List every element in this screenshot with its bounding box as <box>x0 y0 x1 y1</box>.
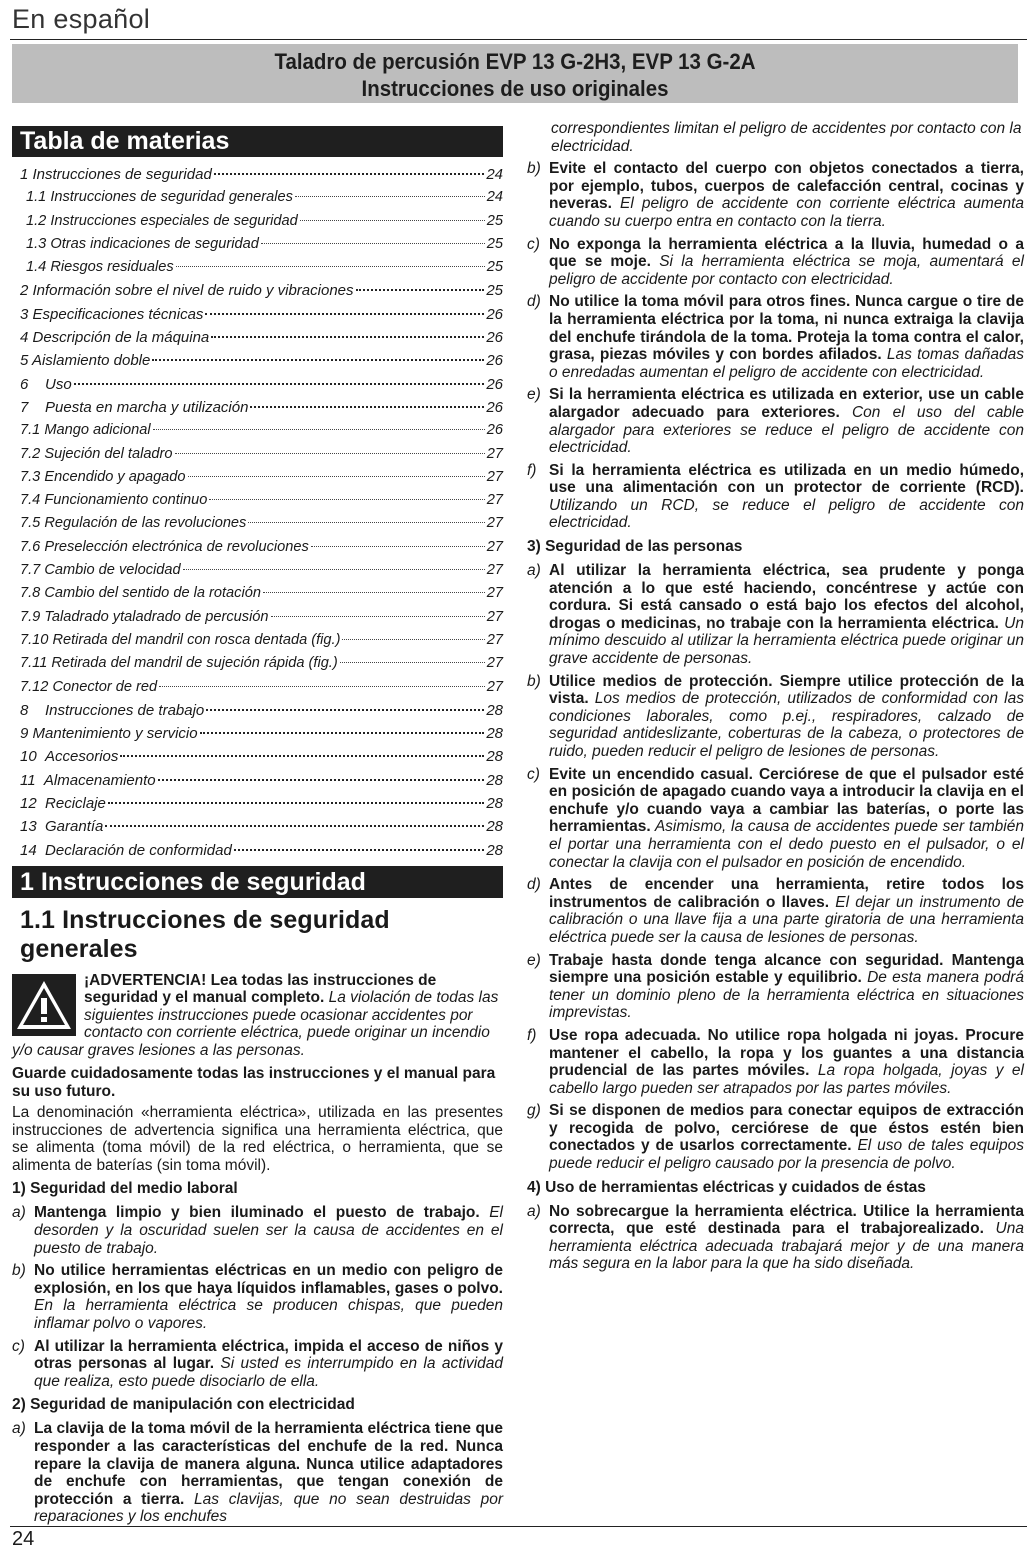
document-subtitle: Instrucciones de uso originales <box>361 76 669 101</box>
toc-leader-dots <box>342 639 484 640</box>
toc-entry-page: 27 <box>486 445 503 462</box>
item-body <box>34 1204 503 1257</box>
toc-entry-page: 27 <box>486 678 503 695</box>
item-body <box>34 1420 503 1526</box>
warning-italic-text: La violación de todas las siguientes instrucciones puede ocasionar accidentes por contacto con corriente eléctrica, puede originar un incendio y/o causar graves lesiones a las personas. <box>12 989 499 1059</box>
toc-entry-label: 7.11 Retirada del mandril de sujeción rápida (fig.) <box>20 655 338 672</box>
footer-divider <box>10 1526 1027 1527</box>
toc-entry-page: 25 <box>486 235 503 252</box>
item-bold-text: Evite el contacto del cuerpo con objetos conectados a tierra, por ejemplo, tubos, cuerpos de calefacción central, cocinas y neveras. <box>549 160 1024 213</box>
language-label: En español <box>12 4 151 34</box>
item-bold-text: Mantenga limpio y bien iluminado el puesto de trabajo. <box>34 1204 480 1222</box>
toc-entry <box>12 443 503 466</box>
toc-heading-bar <box>12 126 503 157</box>
header-divider <box>10 39 1027 40</box>
item-italic-text: Si la herramienta eléctrica se moja, aumentará el peligro de accidente por contacto con electricidad. <box>549 253 1024 288</box>
toc-entry-label: 7.2 Sujeción del taladro <box>20 445 173 462</box>
toc-entry-page: 28 <box>486 841 503 859</box>
toc-leader-dots <box>158 779 485 781</box>
toc-entry <box>12 349 503 372</box>
instruction-item <box>527 386 1024 456</box>
toc-entry-label: 7.1 Mango adicional <box>20 422 151 439</box>
item-letter: c) <box>12 1337 25 1355</box>
toc-entry-page: 27 <box>486 608 503 625</box>
toc-entry <box>12 582 503 605</box>
definition-paragraph: La denominación «herramienta eléctrica», utilizada en las presentes instrucciones de advertencia significa una herramienta eléctrica, que se alimenta (toma móvil) de la red eléctrica, o herramienta, que se alimenta de baterías (sin toma móvil). <box>12 1104 503 1174</box>
item-bold-text: No exponga la herramienta eléctrica a la lluvia, humedad o a que se moje. <box>549 235 1024 271</box>
group-2-title: 2) Seguridad de manipulación con electricidad <box>12 1396 355 1414</box>
item-body <box>549 293 1024 381</box>
toc-entry-page: 27 <box>486 538 503 555</box>
toc-entry-page: 27 <box>486 468 503 485</box>
item-letter: a) <box>527 562 541 580</box>
item-italic-text: Un mínimo descuido al utilizar la herramienta eléctrica puede originar un grave accidente de personas. <box>549 614 1024 668</box>
item-bold-text: No utilice la toma móvil para otros fines. Nunca cargue o tire de la herramienta eléctrica por la toma, ni nunca extraiga la clavija del enchufe tirándola de la toma. Proteja la toma contra el calor, grasa, piezas móviles y con bordes afilados. <box>549 293 1024 364</box>
toc-entry-label: 7 Puesta en marcha y utilización <box>20 398 249 416</box>
toc-leader-dots <box>356 289 485 291</box>
toc-entry-page: 27 <box>486 562 503 579</box>
toc-entry-label: 7.4 Funcionamiento continuo <box>20 492 208 509</box>
page-number: 24 <box>12 1528 35 1550</box>
item-letter: g) <box>527 1102 541 1120</box>
toc-entry-page: 27 <box>486 492 503 509</box>
item-letter: a) <box>12 1420 26 1438</box>
toc-leader-dots <box>105 825 484 827</box>
toc-leader-dots <box>200 732 485 734</box>
toc-entry-page: 28 <box>486 725 503 743</box>
toc-entry <box>12 279 503 302</box>
toc-entry-page: 27 <box>486 655 503 672</box>
instruction-item <box>527 236 1024 289</box>
toc-entry <box>12 256 503 279</box>
toc-entry <box>12 815 503 838</box>
group-2-items <box>12 1420 503 1526</box>
toc-entry-label: 13 Garantía <box>20 818 104 836</box>
toc-leader-dots <box>300 220 485 221</box>
toc-entry <box>12 326 503 349</box>
item-letter: b) <box>527 672 541 690</box>
toc-entry <box>12 419 503 442</box>
toc-entry-label: 2 Información sobre el nivel de ruido y vibraciones <box>20 282 354 300</box>
toc-entry-page: 28 <box>486 795 503 813</box>
toc-leader-dots <box>159 686 485 687</box>
toc-entry-label: 7.12 Conector de red <box>20 678 158 695</box>
item-body <box>549 462 1024 532</box>
group-4-title: 4) Uso de herramientas eléctricas y cuidados de éstas <box>527 1178 926 1196</box>
item-body <box>549 1203 1024 1273</box>
item-letter: b) <box>527 160 541 178</box>
toc-leader-dots <box>263 592 485 593</box>
item-italic-text: La ropa holgada, joyas y el cabello largo pueden ser atrapados por las partes móviles. <box>549 1062 1025 1097</box>
toc-entry-label: 9 Mantenimiento y servicio <box>20 725 198 743</box>
toc-entry <box>12 536 503 559</box>
group-1-items <box>12 1204 503 1390</box>
item-italic-text: Si usted es interrumpido en la actividad que realiza, esto puede disociarlo de ella. <box>34 1355 503 1390</box>
toc-entry-label: 5 Aislamiento doble <box>20 352 151 370</box>
toc-entry <box>12 233 503 256</box>
toc-entry <box>12 373 503 396</box>
toc-entry <box>12 163 503 186</box>
group-2-items-continued <box>527 160 1024 532</box>
toc-leader-dots <box>250 406 484 408</box>
instruction-item <box>12 1204 503 1257</box>
toc-entry-label: 7.10 Retirada del mandril con rosca dentada (fig.) <box>20 631 341 648</box>
item-bold-text: Evite un encendido casual. Cerciórese de que el pulsador esté en posición de apagado cuando vaya a introducir la clavija en el enchufe y/o cuando vaya a cambiar las baterías, o porte las herramientas. <box>549 765 1024 836</box>
toc-entry <box>12 769 503 792</box>
toc-heading: Tabla de materias <box>20 127 230 155</box>
instruction-item <box>527 462 1024 532</box>
document-title: Taladro de percusión EVP 13 G-2H3, EVP 13 G-2A <box>274 49 756 74</box>
toc-leader-dots <box>271 616 485 617</box>
item-italic-text: El peligro de accidente con corriente eléctrica aumenta cuando su cuerpo entra en contacto con la tierra. <box>549 195 1024 230</box>
toc-entry-page: 26 <box>486 398 503 416</box>
toc-entry-label: 3 Especificaciones técnicas <box>20 305 204 323</box>
toc-leader-dots <box>295 196 485 197</box>
item-letter: f) <box>527 1026 537 1044</box>
item-bold-text: Al utilizar la herramienta eléctrica, impida el acceso de niños y otras personas al lugar. <box>34 1337 503 1373</box>
toc-entry-page: 25 <box>486 259 503 276</box>
item-body <box>549 876 1024 946</box>
item-bold-text: Si la herramienta eléctrica es utilizada en un medio húmedo, use una alimentación con un protector de corriente (RCD). <box>549 461 1024 497</box>
item-body <box>34 1262 503 1332</box>
group-1-title: 1) Seguridad del medio laboral <box>12 1180 238 1198</box>
item-italic-text: Asimismo, la causa de accidentes puede ser también el portar una herramienta con el dedo puesto en el pulsador, o el conectar la clavija con el pulsador en posición de encendido. <box>549 818 1024 871</box>
group-3-title: 3) Seguridad de las personas <box>527 538 743 556</box>
item-bold-text: La clavija de la toma móvil de la herramienta eléctrica tiene que responder a las características del enchufe de la red. Nunca repare la clavija de manera alguna. Nunca utilice adaptadores de enchufe con herramientas, que tengan conexión de protección a tierra. <box>34 1420 503 1508</box>
toc-entry <box>12 559 503 582</box>
item-body <box>34 1338 503 1391</box>
warning-block <box>12 972 503 1060</box>
instruction-item <box>527 952 1024 1022</box>
instruction-item <box>527 1203 1024 1273</box>
item-bold-text: No utilice herramientas eléctricas en un medio con peligro de explosión, en los que haya líquidos inflamables, gases o polvo. <box>34 1262 503 1297</box>
item-italic-text: El uso de tales equipos puede reducir el peligro causado por la presencia de polvo. <box>549 1137 1024 1173</box>
toc-entry <box>12 489 503 512</box>
item-body <box>549 673 1024 761</box>
toc-entry-label: 1.2 Instrucciones especiales de seguridad <box>26 212 298 229</box>
item-letter: c) <box>527 235 540 253</box>
toc-entry <box>12 676 503 699</box>
item-letter: a) <box>527 1202 541 1220</box>
instruction-item <box>527 766 1024 872</box>
toc-entry-page: 28 <box>486 818 503 836</box>
item-italic-text: Con el uso del cable alargador para exteriores se reduce el peligro de accidente con electricidad. <box>549 403 1024 457</box>
toc-leader-dots <box>234 849 485 851</box>
item-italic-text: Los medios de protección, utilizados de conformidad con las condiciones laborales, como p.ej., respiradores, calzado de seguridad antideslizante, coberturas de la cabeza, o protectores de ruido, pueden reducir el peligro de lesiones de personas. <box>549 690 1024 760</box>
toc-entry <box>12 396 503 419</box>
toc-leader-dots <box>214 173 485 175</box>
item-italic-text: El dejar un instrumento de calibración o una llave fija a una parte giratoria de una herramienta eléctrica puede ser la causa de lesiones de personas. <box>549 893 1024 946</box>
toc-entry-page: 27 <box>486 585 503 602</box>
item-letter: b) <box>12 1262 26 1280</box>
toc-entry-page: 27 <box>486 631 503 648</box>
item-letter: d) <box>527 293 541 311</box>
toc-leader-dots <box>74 383 485 385</box>
toc-entry-page: 24 <box>486 166 503 183</box>
toc-entry <box>12 512 503 535</box>
toc-entry-label: 7.3 Encendido y apagado <box>20 468 186 485</box>
toc-entry <box>12 699 503 722</box>
toc-entry-label: 1.3 Otras indicaciones de seguridad <box>26 235 259 252</box>
item-body <box>549 952 1024 1022</box>
toc-entry-page: 26 <box>486 422 503 439</box>
instruction-item <box>12 1420 503 1526</box>
instruction-item <box>527 160 1024 230</box>
table-of-contents <box>12 163 503 862</box>
toc-entry-page: 26 <box>486 352 503 370</box>
left-column <box>12 126 503 1526</box>
item-body <box>549 562 1024 668</box>
item-body <box>549 160 1024 230</box>
toc-entry-label: 11 Almacenamiento <box>20 771 156 789</box>
instruction-item <box>527 293 1024 381</box>
toc-entry-label: 8 Instrucciones de trabajo <box>20 701 205 719</box>
continuation-text: correspondientes limitan el peligro de accidentes por contacto con la electricidad. <box>551 120 1022 155</box>
instruction-item <box>527 673 1024 761</box>
toc-entry-label: 12 Reciclaje <box>20 795 106 813</box>
toc-entry-label: 6 Uso <box>20 375 72 393</box>
toc-entry <box>12 210 503 233</box>
item-bold-text: Utilice medios de protección. Siempre utilice protección de la vista. <box>549 672 1024 708</box>
instruction-item <box>527 876 1024 946</box>
group-3-items <box>527 562 1024 1173</box>
item-letter: a) <box>12 1204 26 1222</box>
item-italic-text: Una herramienta eléctrica adecuada trabajará mejor y de una manera más segura en la labor para la que ha sido diseñada. <box>549 1220 1024 1273</box>
toc-entry-label: 1.1 Instrucciones de seguridad generales <box>26 189 293 206</box>
toc-leader-dots <box>183 569 485 570</box>
item-italic-text: Las tomas dañadas o enredadas aumentan el peligro de accidente con electricidad. <box>549 346 1024 381</box>
toc-entry-label: 14 Declaración de conformidad <box>20 841 232 859</box>
toc-entry-page: 27 <box>486 515 503 532</box>
toc-leader-dots <box>153 429 485 430</box>
toc-entry-page: 28 <box>486 771 503 789</box>
toc-entry <box>12 652 503 675</box>
group-4-items <box>527 1203 1024 1273</box>
item-letter: c) <box>527 765 540 783</box>
document-title-box <box>12 44 1018 103</box>
toc-leader-dots <box>120 755 484 757</box>
item-bold-text: Trabaje hasta donde tenga alcance con seguridad. Mantenga siempre una posición estable y equilibrio. <box>549 951 1024 987</box>
toc-entry-label: 10 Accesorios <box>20 748 119 766</box>
toc-entry-label: 1 Instrucciones de seguridad <box>20 166 212 183</box>
toc-leader-dots <box>176 266 485 267</box>
toc-leader-dots <box>261 243 485 244</box>
toc-leader-dots <box>340 662 485 663</box>
instruction-item <box>12 1262 503 1332</box>
item-body <box>549 236 1024 289</box>
item-bold-text: Use ropa adecuada. No utilice ropa holgada ni joyas. Procure mantener el cabello, la ropa y los guantes a una distancia prudencial de las partes móviles. <box>549 1026 1024 1080</box>
item-italic-text: Utilizando un RCD, se reduce el peligro de accidente con electricidad. <box>549 496 1024 532</box>
toc-entry <box>12 466 503 489</box>
toc-leader-dots <box>152 359 484 361</box>
toc-entry <box>12 722 503 745</box>
subsection-heading: 1.1 Instrucciones de seguridad generales <box>20 905 390 963</box>
toc-leader-dots <box>209 499 484 500</box>
toc-leader-dots <box>108 802 484 804</box>
section-heading: 1 Instrucciones de seguridad <box>20 867 366 896</box>
toc-entry <box>12 839 503 862</box>
item-bold-text: Antes de encender una herramienta, retire todos los instrumentos de calibración o llaves. <box>549 876 1024 911</box>
item-letter: d) <box>527 876 541 894</box>
toc-entry-page: 26 <box>486 329 503 347</box>
toc-entry-page: 28 <box>486 701 503 719</box>
toc-entry-label: 7.9 Taladrado ytaladrado de percusión <box>20 608 269 625</box>
toc-entry <box>12 606 503 629</box>
toc-entry <box>12 792 503 815</box>
toc-entry <box>12 745 503 768</box>
toc-leader-dots <box>311 546 485 547</box>
item-italic-text: En la herramienta eléctrica se producen chispas, que pueden inflamar polvo o vapores. <box>34 1297 503 1332</box>
item-letter: f) <box>527 461 537 479</box>
instruction-item <box>527 562 1024 668</box>
toc-entry-page: 28 <box>486 748 503 766</box>
toc-leader-dots <box>175 453 485 454</box>
toc-entry <box>12 303 503 326</box>
toc-entry <box>12 629 503 652</box>
toc-entry-page: 26 <box>486 375 503 393</box>
toc-leader-dots <box>206 709 484 711</box>
toc-entry-page: 25 <box>486 282 503 300</box>
instruction-item <box>12 1338 503 1391</box>
item-body <box>549 1027 1024 1097</box>
item-body <box>549 1102 1024 1172</box>
toc-leader-dots <box>248 522 484 523</box>
right-column <box>527 120 1024 1273</box>
item-body <box>549 766 1024 872</box>
toc-leader-dots <box>188 476 485 477</box>
item-italic-text: Las clavijas, que no sean destruidas por reparaciones y los enchufes <box>34 1490 503 1526</box>
instruction-item <box>527 1027 1024 1097</box>
item-letter: e) <box>527 951 541 969</box>
toc-entry-label: 7.7 Cambio de velocidad <box>20 562 181 579</box>
toc-entry-label: 7.8 Cambio del sentido de la rotación <box>20 585 261 602</box>
item-bold-text: Al utilizar la herramienta eléctrica, sea prudente y ponga atención a lo que esté haciendo, concéntrese y actúe con cordura. Si está cansado o está bajo los efectos del alcohol, drogas o medicinas, no trabaje con la herramienta eléctrica. <box>549 562 1024 632</box>
instruction-item <box>527 1102 1024 1172</box>
toc-entry-label: 4 Descripción de la máquina <box>20 329 210 347</box>
toc-leader-dots <box>205 313 484 315</box>
toc-entry-page: 24 <box>486 189 503 206</box>
warning-bold-text: ¡ADVERTENCIA! Lea todas las instrucciones de seguridad y el manual completo. <box>84 971 437 1007</box>
toc-entry-page: 26 <box>486 305 503 323</box>
keep-instructions-note: Guarde cuidadosamente todas las instrucciones y el manual para su uso futuro. <box>12 1065 496 1100</box>
item-bold-text: No sobrecargue la herramienta eléctrica. Utilice la herramienta correcta, que esté destinada para el trabajorealizado. <box>549 1202 1024 1238</box>
toc-entry <box>12 186 503 209</box>
toc-entry-label: 1.4 Riesgos residuales <box>26 259 174 276</box>
toc-leader-dots <box>211 336 484 338</box>
toc-entry-label: 7.6 Preselección electrónica de revoluciones <box>20 538 309 555</box>
item-bold-text: Si la herramienta eléctrica es utilizada en exterior, use un cable alargador adecuado para exteriores. <box>549 386 1024 421</box>
section-heading-bar <box>12 866 503 898</box>
item-bold-text: Si se disponen de medios para conectar equipos de extracción y recogida de polvo, cerciórese de que éstos estén bien conectados y de usarlos correctamente. <box>549 1102 1024 1155</box>
item-body <box>549 386 1024 456</box>
item-italic-text: El desorden y la oscuridad suelen ser la causa de accidentes en el puesto de trabajo. <box>34 1204 503 1257</box>
toc-entry-label: 7.5 Regulación de las revoluciones <box>20 515 247 532</box>
warning-triangle-icon <box>12 974 76 1036</box>
toc-entry-page: 25 <box>486 212 503 229</box>
item-italic-text: De esta manera podrá tener un dominio pleno de la herramienta eléctrica en situaciones imprevistas. <box>549 969 1024 1022</box>
item-letter: e) <box>527 386 541 404</box>
